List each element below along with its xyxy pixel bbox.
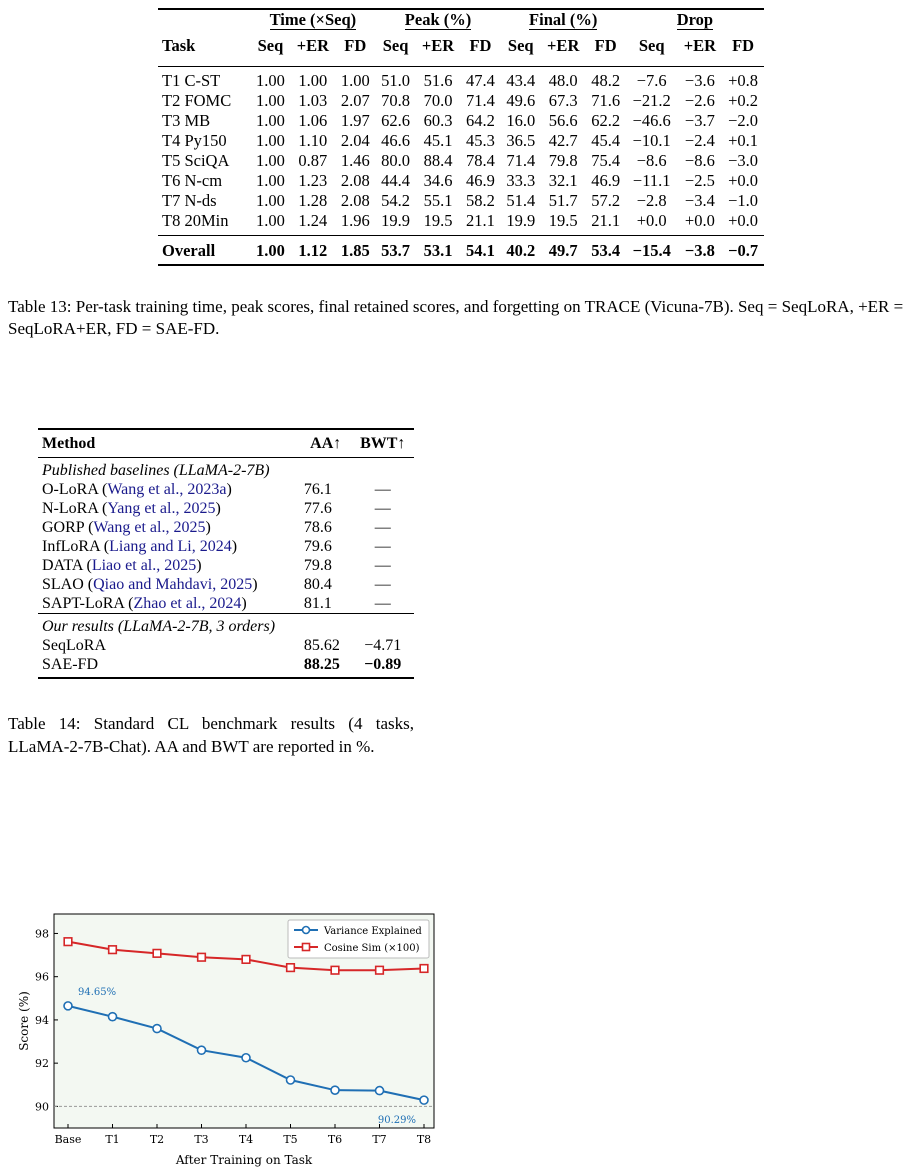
value-cell: 88.4 [423, 151, 453, 170]
value-cell: 1.24 [298, 211, 328, 230]
value-cell: −10.1 [632, 131, 671, 150]
value-cell: −7.6 [626, 67, 678, 92]
column-header: +ER [547, 36, 580, 55]
annotation-end: 90.29% [377, 1115, 416, 1127]
overall-value: 1.00 [250, 236, 290, 266]
value-cell: 21.1 [591, 211, 621, 230]
data-point [242, 1054, 250, 1062]
value-cell: 60.3 [423, 111, 453, 130]
table-row [38, 655, 414, 678]
value-cell: 36.5 [506, 131, 536, 150]
table-14-caption: Table 14: Standard CL benchmark results (4 tasks, LLaMA-2-7B-Chat). AA and BWT are reported in %. [8, 714, 414, 756]
value-cell: 2.08 [340, 191, 370, 210]
value-cell: 1.28 [298, 191, 328, 210]
line-chart [8, 906, 440, 1168]
value-cell: 49.6 [506, 91, 536, 110]
column-header: Seq [507, 36, 534, 55]
value-cell: 1.10 [298, 131, 328, 150]
method-name: O-LoRA [42, 481, 98, 498]
column-header: FD [469, 36, 492, 55]
overall-value: −0.7 [722, 236, 764, 266]
table-row [38, 480, 414, 499]
x-tick-label: T7 [372, 1133, 387, 1146]
citation-link[interactable]: Yang et al., 2025 [107, 500, 216, 517]
value-cell: 71.4 [506, 151, 536, 170]
method-name: DATA [42, 557, 83, 574]
value-cell: +0.0 [728, 171, 759, 190]
group-header-drop: Drop [676, 10, 714, 29]
value-cell: −21.2 [632, 91, 671, 110]
data-point [287, 1076, 295, 1084]
value-cell: 48.0 [541, 67, 586, 92]
value-cell: 62.2 [591, 111, 621, 130]
x-tick-label: T8 [416, 1133, 432, 1146]
value-cell: 1.00 [255, 171, 285, 190]
citation-link[interactable]: Wang et al., 2025 [93, 519, 206, 536]
value-cell: 45.3 [466, 131, 495, 150]
table-row [158, 171, 764, 191]
value-cell: −3.6 [678, 67, 723, 92]
value-cell: −2.6 [684, 91, 715, 110]
data-point [242, 956, 250, 964]
data-point [420, 965, 428, 973]
header-bwt: BWT↑ [351, 429, 414, 458]
value-cell: 34.6 [423, 171, 453, 190]
value-cell: −3.7 [684, 111, 715, 130]
data-point [376, 966, 384, 974]
value-cell: +0.2 [728, 91, 759, 110]
value-cell: 1.06 [298, 111, 328, 130]
method-cell: DATA (Liao et al., 2025) [42, 557, 202, 574]
value-cell: 48.2 [585, 67, 625, 92]
method-cell: O-LoRA (Wang et al., 2023a) [42, 481, 232, 498]
overall-value: 53.7 [375, 236, 415, 266]
value-cell: 1.00 [255, 91, 285, 110]
overall-value: 54.1 [460, 236, 500, 266]
value-cell: 2.04 [340, 131, 370, 150]
value-cell: 67.3 [548, 91, 578, 110]
value-cell: 79.8 [548, 151, 578, 170]
method-name: GORP [42, 519, 85, 536]
value-cell: +0.0 [728, 211, 759, 230]
aa-cell: 76.1 [303, 481, 332, 498]
column-header-task: Task [162, 36, 196, 55]
data-point [287, 964, 295, 972]
value-cell: −2.4 [684, 131, 715, 150]
value-cell: 32.1 [548, 171, 578, 190]
task-cell: T6 N-cm [162, 171, 223, 190]
value-cell: 0.87 [298, 151, 328, 170]
bwt-cell: −4.71 [364, 637, 402, 654]
value-cell: 1.00 [250, 67, 290, 92]
data-point [153, 1025, 161, 1033]
value-cell: 55.1 [423, 191, 453, 210]
value-cell: 33.3 [506, 171, 536, 190]
method-name: SLAO [42, 576, 84, 593]
value-cell: 1.46 [340, 151, 370, 170]
value-cell: 19.5 [423, 211, 453, 230]
annotation-start: 94.65% [78, 986, 117, 998]
value-cell: 70.8 [381, 91, 411, 110]
data-point [109, 946, 117, 954]
method-cell: SAE-FD [38, 655, 300, 678]
value-cell: 1.96 [340, 211, 370, 230]
value-cell: −11.1 [632, 171, 671, 190]
table-row [38, 518, 414, 537]
column-header: Seq [382, 36, 409, 55]
x-tick-label: Base [54, 1133, 82, 1146]
aa-cell: 79.6 [303, 538, 332, 555]
method-cell: SLAO (Qiao and Mahdavi, 2025) [42, 576, 258, 593]
task-cell: T2 FOMC [162, 91, 232, 110]
value-cell: 1.00 [255, 151, 285, 170]
legend-marker [303, 944, 310, 951]
x-tick-label: T4 [238, 1133, 254, 1146]
bwt-cell: — [374, 500, 391, 517]
aa-cell: 79.8 [303, 557, 332, 574]
value-cell: 54.2 [381, 191, 411, 210]
value-cell: 19.5 [548, 211, 578, 230]
bwt-cell: −0.89 [351, 655, 414, 678]
value-cell: 19.9 [506, 211, 536, 230]
value-cell: 78.4 [466, 151, 495, 170]
section-label: Our results (LLaMA-2-7B, 3 orders) [38, 614, 414, 637]
value-cell: 71.4 [466, 91, 495, 110]
group-header-time: Time (×Seq) [269, 10, 357, 29]
value-cell: 2.07 [340, 91, 370, 110]
value-cell: 57.2 [591, 191, 621, 210]
value-cell: 2.08 [340, 171, 370, 190]
x-tick-label: T6 [327, 1133, 343, 1146]
task-cell: T3 MB [162, 111, 211, 130]
table-row [158, 67, 764, 92]
value-cell: −3.4 [684, 191, 715, 210]
table-row [38, 636, 414, 655]
data-point [64, 938, 72, 946]
table-row [38, 537, 414, 556]
bwt-cell: — [374, 557, 391, 574]
overall-row [158, 236, 764, 266]
x-tick-label: T3 [194, 1133, 209, 1146]
y-tick-label: 90 [35, 1100, 49, 1114]
table-row [38, 499, 414, 518]
value-cell: −1.0 [728, 191, 759, 210]
x-tick-label: T1 [105, 1133, 120, 1146]
legend-label: Cosine Sim (×100) [324, 943, 420, 954]
value-cell: +0.0 [684, 211, 715, 230]
method-name: N-LoRA [42, 500, 98, 517]
value-cell: 51.4 [506, 191, 536, 210]
value-cell: +0.0 [636, 211, 667, 230]
value-cell: 58.2 [466, 191, 495, 210]
aa-cell: 80.4 [303, 576, 332, 593]
x-axis-label: After Training on Task [175, 1153, 313, 1167]
aa-cell: 85.62 [303, 637, 340, 654]
task-cell: T4 Py150 [162, 131, 227, 150]
value-cell: +0.1 [728, 131, 759, 150]
y-tick-label: 96 [35, 970, 49, 984]
overall-value: 1.85 [335, 236, 375, 266]
aa-cell: 78.6 [303, 519, 332, 536]
citation-link[interactable]: Zhao et al., 2024 [133, 595, 242, 612]
data-point [153, 950, 161, 958]
group-header-peak: Peak (%) [404, 10, 472, 29]
y-tick-label: 98 [35, 927, 49, 941]
value-cell: 47.4 [460, 67, 500, 92]
value-cell: +0.8 [722, 67, 764, 92]
value-cell: 44.4 [381, 171, 411, 190]
value-cell: 1.00 [255, 111, 285, 130]
method-cell: SAPT-LoRA (Zhao et al., 2024) [42, 595, 247, 612]
data-point [198, 1046, 206, 1054]
value-cell: 45.4 [591, 131, 621, 150]
value-cell: −2.5 [684, 171, 715, 190]
y-tick-label: 94 [35, 1013, 49, 1027]
column-header: Seq [638, 36, 665, 55]
value-cell: 21.1 [466, 211, 495, 230]
citation-link[interactable]: Qiao and Mahdavi, 2025 [93, 576, 253, 593]
aa-cell: 81.1 [303, 595, 332, 612]
value-cell: −8.6 [684, 151, 715, 170]
section-row [38, 458, 414, 481]
value-cell: 71.6 [591, 91, 621, 110]
value-cell: 70.0 [423, 91, 453, 110]
x-tick-label: T2 [149, 1133, 165, 1146]
overall-label: Overall [158, 236, 250, 266]
header-method: Method [38, 429, 300, 458]
citation-link[interactable]: Wang et al., 2023a [107, 481, 227, 498]
value-cell: 64.2 [466, 111, 495, 130]
table-14 [38, 428, 414, 679]
data-point [198, 953, 206, 961]
table-13-caption: Table 13: Per-task training time, peak scores, final retained scores, and forgetting on TRACE (Vicuna-7B). Seq = SeqLoRA, +ER = SeqLoRA+ER, FD = SAE-FD. [8, 297, 904, 338]
value-cell: 1.97 [340, 111, 370, 130]
value-cell: −3.0 [728, 151, 759, 170]
value-cell: 1.00 [291, 67, 336, 92]
data-point [64, 1002, 72, 1010]
overall-value: 49.7 [541, 236, 586, 266]
legend-label: Variance Explained [324, 926, 422, 937]
y-axis-label: Score (%) [17, 991, 31, 1051]
value-cell: 1.23 [298, 171, 328, 190]
value-cell: 46.9 [591, 171, 621, 190]
value-cell: 46.6 [381, 131, 411, 150]
value-cell: −8.6 [636, 151, 667, 170]
bwt-cell: — [374, 538, 391, 555]
value-cell: −2.8 [636, 191, 667, 210]
table-row [158, 131, 764, 151]
value-cell: 51.0 [375, 67, 415, 92]
value-cell: −2.0 [728, 111, 759, 130]
legend-marker [303, 927, 310, 934]
method-cell: InfLoRA (Liang and Li, 2024) [42, 538, 238, 555]
bwt-cell: — [374, 595, 391, 612]
legend [288, 920, 429, 958]
column-header: FD [594, 36, 617, 55]
value-cell: 80.0 [381, 151, 411, 170]
data-point [331, 1086, 339, 1094]
table-row [158, 111, 764, 131]
table-row [158, 191, 764, 211]
data-point [376, 1087, 384, 1095]
method-cell: GORP (Wang et al., 2025) [42, 519, 211, 536]
value-cell: 43.4 [501, 67, 541, 92]
column-header: +ER [421, 36, 455, 55]
table-row [158, 151, 764, 171]
method-name: SAPT-LoRA [42, 595, 125, 612]
table-row [158, 91, 764, 111]
overall-value: 53.4 [585, 236, 625, 266]
table-row [38, 556, 414, 575]
value-cell: 51.6 [416, 67, 461, 92]
bwt-cell: — [374, 481, 391, 498]
overall-value: 53.1 [416, 236, 461, 266]
data-point [109, 1013, 117, 1021]
table-row [38, 594, 414, 614]
value-cell: 1.00 [255, 191, 285, 210]
section-label: Published baselines (LLaMA-2-7B) [38, 458, 414, 481]
y-tick-label: 92 [35, 1057, 49, 1071]
method-cell: SeqLoRA [42, 637, 106, 654]
column-header: +ER [683, 36, 717, 55]
data-point [331, 966, 339, 974]
column-header: Seq [257, 36, 284, 55]
value-cell: 62.6 [381, 111, 411, 130]
overall-value: 1.12 [291, 236, 336, 266]
task-cell: T7 N-ds [162, 191, 217, 210]
value-cell: 19.9 [381, 211, 411, 230]
task-cell: T8 20Min [162, 211, 229, 230]
column-header: FD [344, 36, 367, 55]
column-header: +ER [296, 36, 330, 55]
value-cell: 1.00 [335, 67, 375, 92]
value-cell: 1.00 [255, 211, 285, 230]
value-cell: 56.6 [548, 111, 578, 130]
value-cell: 16.0 [506, 111, 536, 130]
bwt-cell: — [374, 576, 391, 593]
table-row [158, 211, 764, 236]
value-cell: 46.9 [466, 171, 495, 190]
overall-value: −15.4 [626, 236, 678, 266]
value-cell: 51.7 [548, 191, 578, 210]
value-cell: 75.4 [591, 151, 621, 170]
value-cell: 42.7 [548, 131, 578, 150]
method-name: InfLoRA [42, 538, 100, 555]
corner-cell [158, 9, 250, 30]
value-cell: 1.03 [298, 91, 328, 110]
column-header: FD [732, 36, 755, 55]
method-cell: N-LoRA (Yang et al., 2025) [42, 500, 221, 517]
overall-value: 40.2 [501, 236, 541, 266]
table-13 [158, 8, 764, 266]
value-cell: −46.6 [632, 111, 671, 130]
overall-value: −3.8 [678, 236, 723, 266]
task-cell: T5 SciQA [162, 151, 230, 170]
value-cell: 1.00 [255, 131, 285, 150]
header-aa: AA↑ [300, 429, 352, 458]
aa-cell: 77.6 [303, 500, 332, 517]
value-cell: 45.1 [423, 131, 453, 150]
citation-link[interactable]: Liao et al., 2025 [91, 557, 197, 574]
aa-cell: 88.25 [300, 655, 352, 678]
group-header-final: Final (%) [529, 10, 598, 29]
task-cell: T1 C-ST [158, 67, 250, 92]
citation-link[interactable]: Liang and Li, 2024 [109, 538, 232, 555]
data-point [420, 1096, 428, 1104]
column-header-row [158, 30, 764, 67]
section-row [38, 614, 414, 637]
bwt-cell: — [374, 519, 391, 536]
table-row [38, 575, 414, 594]
x-tick-label: T5 [283, 1133, 298, 1146]
